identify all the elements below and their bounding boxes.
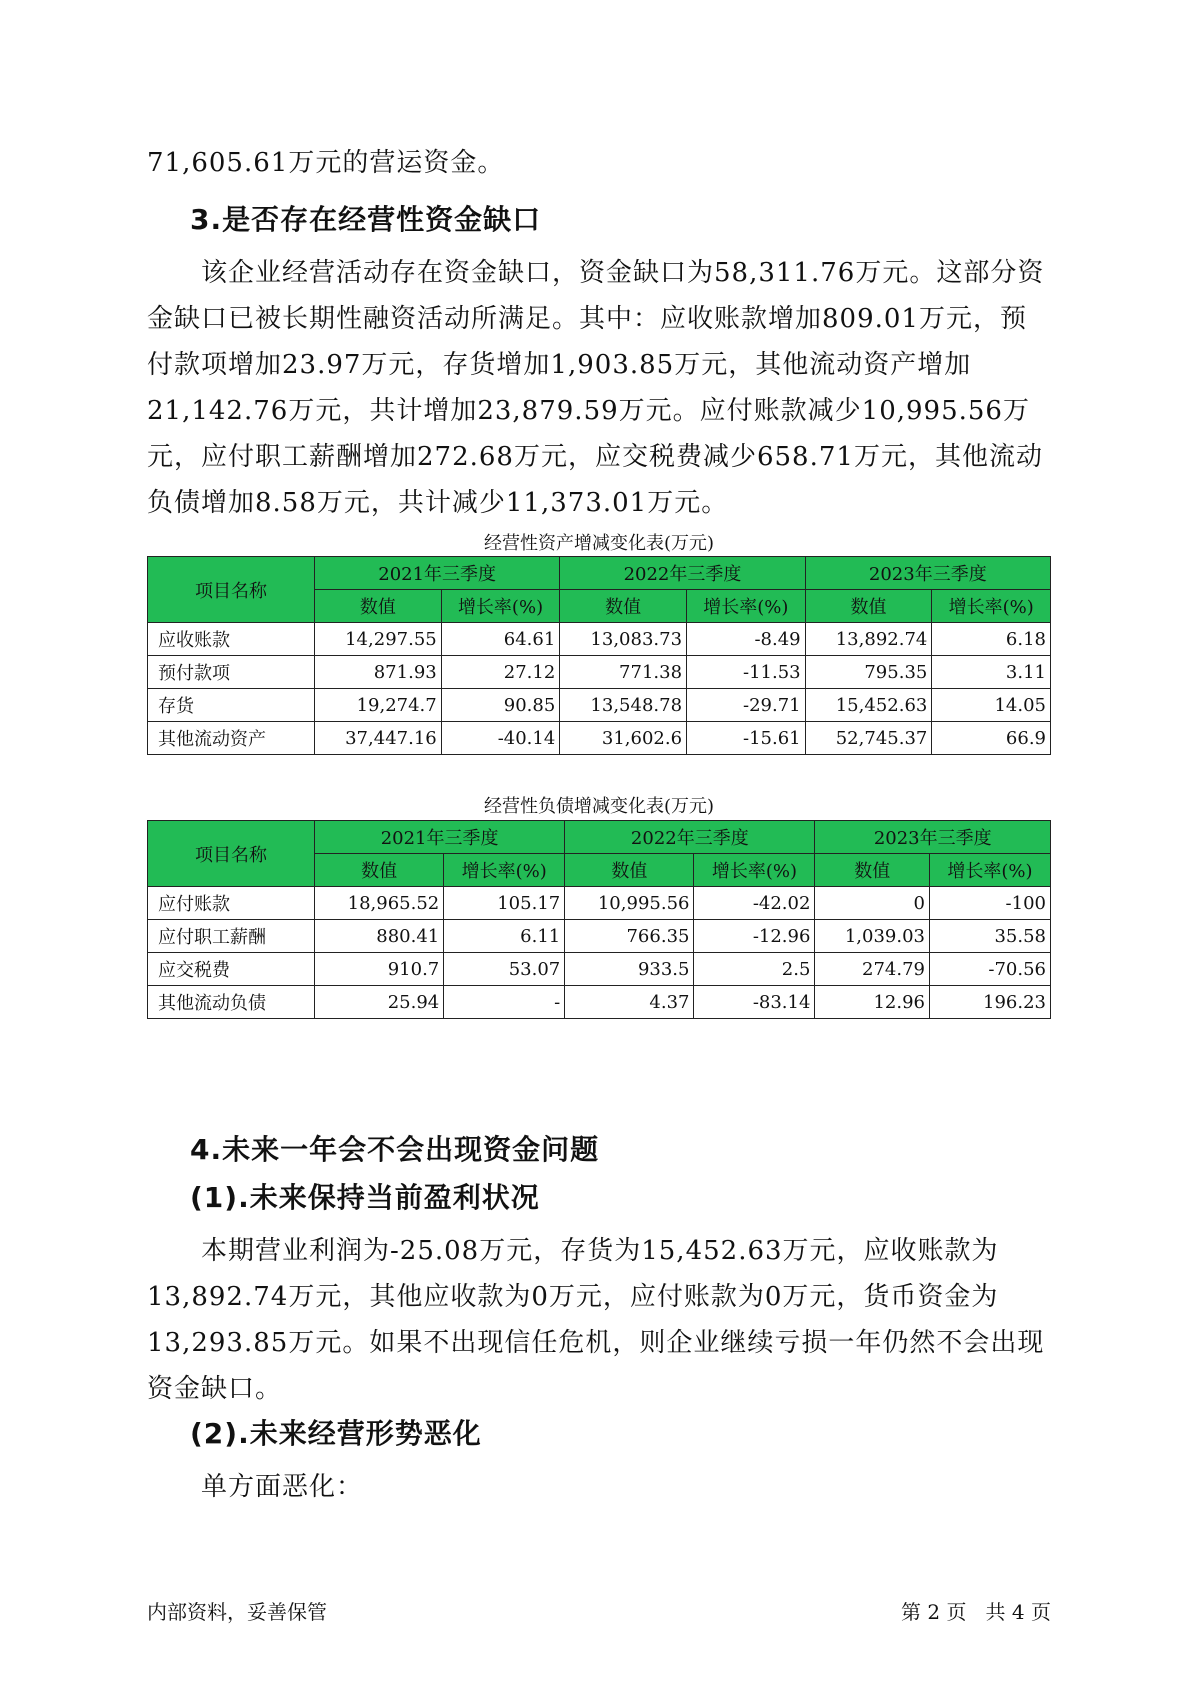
cell-rate: -29.71 bbox=[687, 689, 806, 722]
table-row bbox=[148, 689, 1051, 722]
cell-value: 771.38 bbox=[560, 656, 687, 689]
paragraph-one-sided-deterioration: 单方面恶化： bbox=[201, 1472, 364, 1502]
row-name: 应付职工薪酬 bbox=[148, 920, 315, 953]
header-period: 2023年三季度 bbox=[815, 821, 1051, 854]
cell-rate: - bbox=[444, 986, 565, 1019]
header-growth-rate: 增长率(%) bbox=[441, 590, 560, 623]
row-name: 应交税费 bbox=[148, 953, 315, 986]
header-growth-rate: 增长率(%) bbox=[929, 854, 1050, 887]
cell-value: 1,039.03 bbox=[815, 920, 930, 953]
cell-rate: -11.53 bbox=[687, 656, 806, 689]
cell-value: 766.35 bbox=[565, 920, 694, 953]
operating-assets-table bbox=[147, 556, 1051, 755]
header-item-name: 项目名称 bbox=[148, 821, 315, 887]
table-row bbox=[148, 656, 1051, 689]
cell-value: 37,447.16 bbox=[315, 722, 442, 755]
cell-value: 880.41 bbox=[315, 920, 444, 953]
header-period: 2021年三季度 bbox=[315, 557, 560, 590]
cell-rate: -83.14 bbox=[694, 986, 815, 1019]
cell-rate: -8.49 bbox=[687, 623, 806, 656]
header-period: 2023年三季度 bbox=[805, 557, 1050, 590]
cell-value: 10,995.56 bbox=[565, 887, 694, 920]
header-value: 数值 bbox=[815, 854, 930, 887]
heading-section-4-2: (2).未来经营形势恶化 bbox=[190, 1417, 482, 1450]
operating-liabilities-table bbox=[147, 820, 1051, 1019]
heading-section-4: 4.未来一年会不会出现资金问题 bbox=[190, 1133, 600, 1166]
row-name: 应收账款 bbox=[148, 623, 315, 656]
cell-rate: 3.11 bbox=[932, 656, 1051, 689]
header-growth-rate: 增长率(%) bbox=[932, 590, 1051, 623]
row-name: 其他流动资产 bbox=[148, 722, 315, 755]
cell-rate: 6.18 bbox=[932, 623, 1051, 656]
cell-rate: -15.61 bbox=[687, 722, 806, 755]
table-row bbox=[148, 623, 1051, 656]
cell-value: 0 bbox=[815, 887, 930, 920]
cell-rate: -12.96 bbox=[694, 920, 815, 953]
table-row bbox=[148, 920, 1051, 953]
cell-rate: 196.23 bbox=[929, 986, 1050, 1019]
cell-rate: -42.02 bbox=[694, 887, 815, 920]
header-period: 2022年三季度 bbox=[560, 557, 805, 590]
cell-rate: 35.58 bbox=[929, 920, 1050, 953]
cell-rate: 27.12 bbox=[441, 656, 560, 689]
heading-section-4-1: (1).未来保持当前盈利状况 bbox=[190, 1181, 540, 1214]
cell-value: 274.79 bbox=[815, 953, 930, 986]
cell-value: 933.5 bbox=[565, 953, 694, 986]
cell-rate: 105.17 bbox=[444, 887, 565, 920]
cell-value: 14,297.55 bbox=[315, 623, 442, 656]
cell-rate: -100 bbox=[929, 887, 1050, 920]
header-value: 数值 bbox=[315, 590, 442, 623]
cell-value: 13,548.78 bbox=[560, 689, 687, 722]
cell-value: 4.37 bbox=[565, 986, 694, 1019]
header-value: 数值 bbox=[560, 590, 687, 623]
cell-rate: 66.9 bbox=[932, 722, 1051, 755]
footer-confidential-note: 内部资料，妥善保管 bbox=[147, 1600, 327, 1624]
cell-value: 52,745.37 bbox=[805, 722, 932, 755]
table-caption-liabilities: 经营性负债增减变化表(万元) bbox=[483, 796, 715, 817]
cell-value: 795.35 bbox=[805, 656, 932, 689]
row-name: 其他流动负债 bbox=[148, 986, 315, 1019]
cell-rate: 64.61 bbox=[441, 623, 560, 656]
cell-value: 15,452.63 bbox=[805, 689, 932, 722]
cell-value: 18,965.52 bbox=[315, 887, 444, 920]
cell-value: 13,892.74 bbox=[805, 623, 932, 656]
cell-rate: -40.14 bbox=[441, 722, 560, 755]
row-name: 存货 bbox=[148, 689, 315, 722]
cell-rate: 14.05 bbox=[932, 689, 1051, 722]
cell-rate: -70.56 bbox=[929, 953, 1050, 986]
cell-rate: 6.11 bbox=[444, 920, 565, 953]
heading-section-3: 3.是否存在经营性资金缺口 bbox=[190, 203, 542, 236]
row-name: 预付款项 bbox=[148, 656, 315, 689]
cell-rate: 53.07 bbox=[444, 953, 565, 986]
header-value: 数值 bbox=[565, 854, 694, 887]
table-row bbox=[148, 722, 1051, 755]
cell-rate: 2.5 bbox=[694, 953, 815, 986]
row-name: 应付账款 bbox=[148, 887, 315, 920]
cell-value: 19,274.7 bbox=[315, 689, 442, 722]
header-growth-rate: 增长率(%) bbox=[694, 854, 815, 887]
cell-value: 25.94 bbox=[315, 986, 444, 1019]
header-period: 2022年三季度 bbox=[565, 821, 815, 854]
header-item-name: 项目名称 bbox=[148, 557, 315, 623]
table-row bbox=[148, 953, 1051, 986]
paragraph-working-capital: 71,605.61万元的营运资金。 bbox=[147, 148, 505, 178]
cell-value: 31,602.6 bbox=[560, 722, 687, 755]
cell-rate: 90.85 bbox=[441, 689, 560, 722]
header-value: 数值 bbox=[805, 590, 932, 623]
table-caption-assets: 经营性资产增减变化表(万元) bbox=[483, 533, 715, 554]
table-row bbox=[148, 986, 1051, 1019]
cell-value: 13,083.73 bbox=[560, 623, 687, 656]
table-row bbox=[148, 887, 1051, 920]
paragraph-funding-gap: 该企业经营活动存在资金缺口，资金缺口为58,311.76万元。这部分资金缺口已被长期性融资活动所满足。其中：应收账款增加809.01万元，预付款项增加23.97万元，存货增加1,903.85万元，其他流动资产增加21,142.76万元，共计增加23,879.59万元。应付账款减少10,995.56万元，应付职工薪酬增加272.68万元，应交税费减少658.71万元，其他流动负债增加8.58万元，共计减少11,373.01万元。 bbox=[147, 258, 1045, 518]
cell-value: 910.7 bbox=[315, 953, 444, 986]
header-value: 数值 bbox=[315, 854, 444, 887]
header-period: 2021年三季度 bbox=[315, 821, 565, 854]
paragraph-current-profit: 本期营业利润为-25.08万元，存货为15,452.63万元，应收账款为13,892.74万元，其他应收款为0万元，应付账款为0万元，货币资金为13,293.85万元。如果不出现信任危机，则企业继续亏损一年仍然不会出现资金缺口。 bbox=[147, 1236, 1045, 1404]
cell-value: 12.96 bbox=[815, 986, 930, 1019]
header-growth-rate: 增长率(%) bbox=[444, 854, 565, 887]
cell-value: 871.93 bbox=[315, 656, 442, 689]
footer-page-number: 第 2 页 共 4 页 bbox=[901, 1600, 1051, 1624]
header-growth-rate: 增长率(%) bbox=[687, 590, 806, 623]
